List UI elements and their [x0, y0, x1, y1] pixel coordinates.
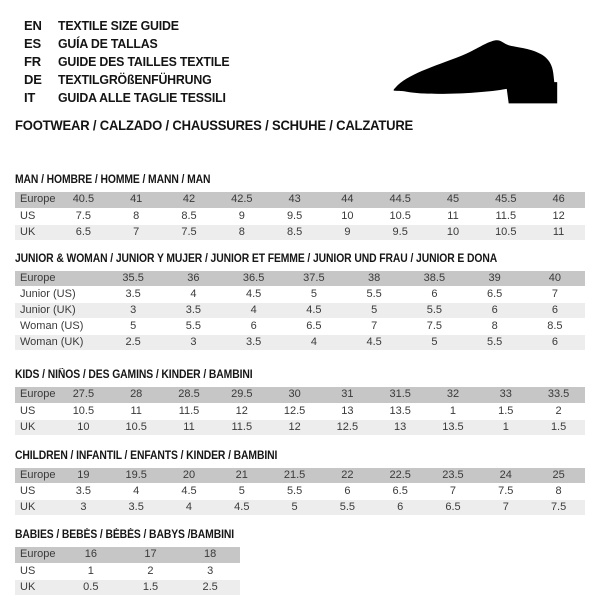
size-value: 18	[180, 547, 240, 563]
header	[15, 17, 585, 133]
size-value: 45	[427, 192, 480, 208]
size-value: 8	[110, 208, 163, 224]
size-value: 4	[224, 303, 284, 319]
table-row	[15, 387, 585, 403]
language-label: GUÍA DE TALLAS	[58, 36, 158, 51]
size-value: 7	[344, 319, 404, 335]
size-value: 6.5	[57, 224, 110, 240]
table-row	[15, 403, 585, 419]
size-value: 5	[344, 303, 404, 319]
size-value: 4.5	[224, 287, 284, 303]
table-row	[15, 500, 585, 516]
row-label: Europe	[15, 468, 57, 484]
size-value: 6.5	[427, 500, 480, 516]
size-value: 7.5	[163, 224, 216, 240]
size-value: 19	[57, 468, 110, 484]
size-value: 5.5	[344, 287, 404, 303]
size-value: 11	[163, 419, 216, 435]
size-value: 4.5	[284, 303, 344, 319]
size-value: 38	[344, 271, 404, 287]
row-label: Europe	[15, 271, 103, 287]
size-value: 1	[427, 403, 480, 419]
size-value: 17	[121, 547, 181, 563]
size-value: 13	[374, 419, 427, 435]
size-value: 11	[427, 208, 480, 224]
language-code: EN	[24, 18, 42, 33]
size-value: 8.5	[525, 319, 585, 335]
size-value: 21.5	[268, 468, 321, 484]
table-row	[15, 335, 585, 351]
size-table-babies	[15, 547, 240, 596]
size-value: 4.5	[344, 335, 404, 351]
size-value: 8	[215, 224, 268, 240]
row-label: Europe	[15, 387, 57, 403]
size-value: 6	[525, 335, 585, 351]
size-value: 9.5	[268, 208, 321, 224]
category-title: FOOTWEAR / CALZADO / CHAUSSURES / SCHUHE / CALZATURE	[15, 117, 414, 133]
row-label: US	[15, 208, 57, 224]
size-value: 20	[163, 468, 216, 484]
size-value: 9.5	[374, 224, 427, 240]
size-value: 42.5	[215, 192, 268, 208]
row-label: UK	[15, 579, 61, 595]
size-value: 11.5	[479, 208, 532, 224]
size-value: 11	[532, 224, 585, 240]
size-value: 10	[321, 208, 374, 224]
row-label: UK	[15, 500, 57, 516]
size-value: 40	[525, 271, 585, 287]
size-value: 6	[374, 500, 427, 516]
size-value: 11.5	[163, 403, 216, 419]
table-row	[15, 419, 585, 435]
row-label: Junior (US)	[15, 287, 103, 303]
language-code: DE	[24, 72, 42, 87]
size-section-children	[15, 450, 585, 517]
size-value: 28.5	[163, 387, 216, 403]
row-label: Junior (UK)	[15, 303, 103, 319]
size-value: 10.5	[479, 224, 532, 240]
language-label: GUIDA ALLE TAGLIE TESSILI	[58, 90, 226, 105]
size-value: 31.5	[374, 387, 427, 403]
size-value: 23.5	[427, 468, 480, 484]
size-value: 2.5	[180, 579, 240, 595]
row-label: Europe	[15, 547, 61, 563]
row-label: Europe	[15, 192, 57, 208]
size-value: 6	[321, 484, 374, 500]
size-value: 45.5	[479, 192, 532, 208]
size-value: 4	[163, 500, 216, 516]
size-value: 3	[163, 335, 223, 351]
size-value: 10.5	[110, 419, 163, 435]
size-value: 37.5	[284, 271, 344, 287]
table-row	[15, 579, 240, 595]
size-value: 7	[110, 224, 163, 240]
size-section-man	[15, 174, 585, 241]
size-value: 7.5	[404, 319, 464, 335]
size-value: 42	[163, 192, 216, 208]
size-value: 3.5	[57, 484, 110, 500]
size-value: 2	[532, 403, 585, 419]
row-label: US	[15, 484, 57, 500]
size-value: 3.5	[224, 335, 284, 351]
size-value: 3	[57, 500, 110, 516]
size-value: 6	[465, 303, 525, 319]
row-label: UK	[15, 224, 57, 240]
row-label: Woman (US)	[15, 319, 103, 335]
size-value: 4	[110, 484, 163, 500]
language-code: IT	[24, 90, 36, 105]
size-value: 1.5	[479, 403, 532, 419]
language-label: TEXTILGRÖßENFÜHRUNG	[58, 72, 212, 87]
size-tables	[15, 174, 585, 596]
size-value: 3.5	[110, 500, 163, 516]
size-value: 13.5	[427, 419, 480, 435]
size-table-kids	[15, 387, 585, 436]
size-value: 36.5	[224, 271, 284, 287]
size-value: 9	[321, 224, 374, 240]
size-section-kids	[15, 369, 585, 436]
size-value: 12	[215, 403, 268, 419]
language-label: TEXTILE SIZE GUIDE	[58, 18, 179, 33]
size-value: 5	[268, 500, 321, 516]
size-value: 3.5	[163, 303, 223, 319]
size-value: 2	[121, 563, 181, 579]
table-row	[15, 319, 585, 335]
size-table-junior-woman	[15, 271, 585, 352]
size-table-man	[15, 192, 585, 241]
section-title: KIDS / NIÑOS / DES GAMINS / KINDER / BAMBINI	[15, 369, 253, 381]
size-value: 30	[268, 387, 321, 403]
table-row	[15, 563, 240, 579]
row-label: Woman (UK)	[15, 335, 103, 351]
shoe-icon	[385, 20, 580, 117]
table-row	[15, 208, 585, 224]
row-label: UK	[15, 419, 57, 435]
size-value: 11.5	[215, 419, 268, 435]
size-value: 5	[284, 287, 344, 303]
size-table-children	[15, 468, 585, 517]
size-value: 31	[321, 387, 374, 403]
size-value: 41	[110, 192, 163, 208]
size-value: 7	[427, 484, 480, 500]
size-value: 6	[404, 287, 464, 303]
size-value: 33	[479, 387, 532, 403]
size-value: 1	[479, 419, 532, 435]
size-value: 32	[427, 387, 480, 403]
size-value: 12.5	[268, 403, 321, 419]
size-value: 5.5	[465, 335, 525, 351]
size-value: 27.5	[57, 387, 110, 403]
table-row	[15, 468, 585, 484]
size-value: 5	[103, 319, 163, 335]
language-code: ES	[24, 36, 41, 51]
size-value: 11	[110, 403, 163, 419]
size-value: 10.5	[374, 208, 427, 224]
size-value: 40.5	[57, 192, 110, 208]
language-code: FR	[24, 54, 41, 69]
size-value: 12	[268, 419, 321, 435]
size-value: 13	[321, 403, 374, 419]
language-label: GUIDE DES TAILLES TEXTILE	[58, 54, 230, 69]
size-value: 6	[224, 319, 284, 335]
size-value: 5.5	[321, 500, 374, 516]
size-section-babies	[15, 529, 585, 596]
row-label: US	[15, 563, 61, 579]
shoe-silhouette-path	[394, 40, 558, 103]
size-value: 35.5	[103, 271, 163, 287]
size-value: 9	[215, 208, 268, 224]
size-value: 8.5	[163, 208, 216, 224]
section-title: BABIES / BEBÉS / BÉBÉS / BABYS /BAMBINI	[15, 529, 235, 541]
section-title: MAN / HOMBRE / HOMME / MANN / MAN	[15, 174, 211, 186]
size-value: 4	[163, 287, 223, 303]
size-value: 22.5	[374, 468, 427, 484]
size-value: 7.5	[532, 500, 585, 516]
table-row	[15, 287, 585, 303]
table-row	[15, 271, 585, 287]
size-value: 0.5	[61, 579, 121, 595]
size-value: 1.5	[532, 419, 585, 435]
size-value: 33.5	[532, 387, 585, 403]
size-value: 39	[465, 271, 525, 287]
size-value: 4.5	[163, 484, 216, 500]
size-value: 19.5	[110, 468, 163, 484]
section-title: JUNIOR & WOMAN / JUNIOR Y MUJER / JUNIOR ET FEMME / JUNIOR UND FRAU / JUNIOR E DONA	[15, 252, 498, 265]
size-value: 36	[163, 271, 223, 287]
row-label: US	[15, 403, 57, 419]
size-value: 12.5	[321, 419, 374, 435]
table-row	[15, 484, 585, 500]
size-value: 38.5	[404, 271, 464, 287]
size-value: 10.5	[57, 403, 110, 419]
table-row	[15, 192, 585, 208]
size-value: 8	[532, 484, 585, 500]
size-value: 7.5	[57, 208, 110, 224]
size-value: 5.5	[268, 484, 321, 500]
size-value: 44	[321, 192, 374, 208]
size-value: 3.5	[103, 287, 163, 303]
size-value: 3	[180, 563, 240, 579]
size-value: 6.5	[284, 319, 344, 335]
size-value: 43	[268, 192, 321, 208]
size-value: 4	[284, 335, 344, 351]
size-value: 6.5	[374, 484, 427, 500]
size-value: 25	[532, 468, 585, 484]
size-value: 10	[57, 419, 110, 435]
size-value: 22	[321, 468, 374, 484]
size-value: 6.5	[465, 287, 525, 303]
size-value: 10	[427, 224, 480, 240]
size-value: 8	[465, 319, 525, 335]
size-value: 46	[532, 192, 585, 208]
size-value: 5.5	[163, 319, 223, 335]
size-value: 8.5	[268, 224, 321, 240]
size-value: 12	[532, 208, 585, 224]
size-value: 24	[479, 468, 532, 484]
size-section-junior-woman	[15, 253, 585, 352]
size-value: 5	[215, 484, 268, 500]
size-value: 16	[61, 547, 121, 563]
size-value: 28	[110, 387, 163, 403]
size-value: 29.5	[215, 387, 268, 403]
table-row	[15, 547, 240, 563]
size-value: 7	[479, 500, 532, 516]
size-value: 5	[404, 335, 464, 351]
section-title: CHILDREN / INFANTIL / ENFANTS / KINDER / BAMBINI	[15, 449, 278, 462]
size-value: 7	[525, 287, 585, 303]
size-value: 21	[215, 468, 268, 484]
size-value: 5.5	[404, 303, 464, 319]
size-value: 7.5	[479, 484, 532, 500]
size-value: 44.5	[374, 192, 427, 208]
size-value: 4.5	[215, 500, 268, 516]
table-row	[15, 303, 585, 319]
size-value: 3	[103, 303, 163, 319]
size-value: 6	[525, 303, 585, 319]
size-value: 13.5	[374, 403, 427, 419]
size-value: 1	[61, 563, 121, 579]
table-row	[15, 224, 585, 240]
size-value: 1.5	[121, 579, 181, 595]
size-value: 2.5	[103, 335, 163, 351]
